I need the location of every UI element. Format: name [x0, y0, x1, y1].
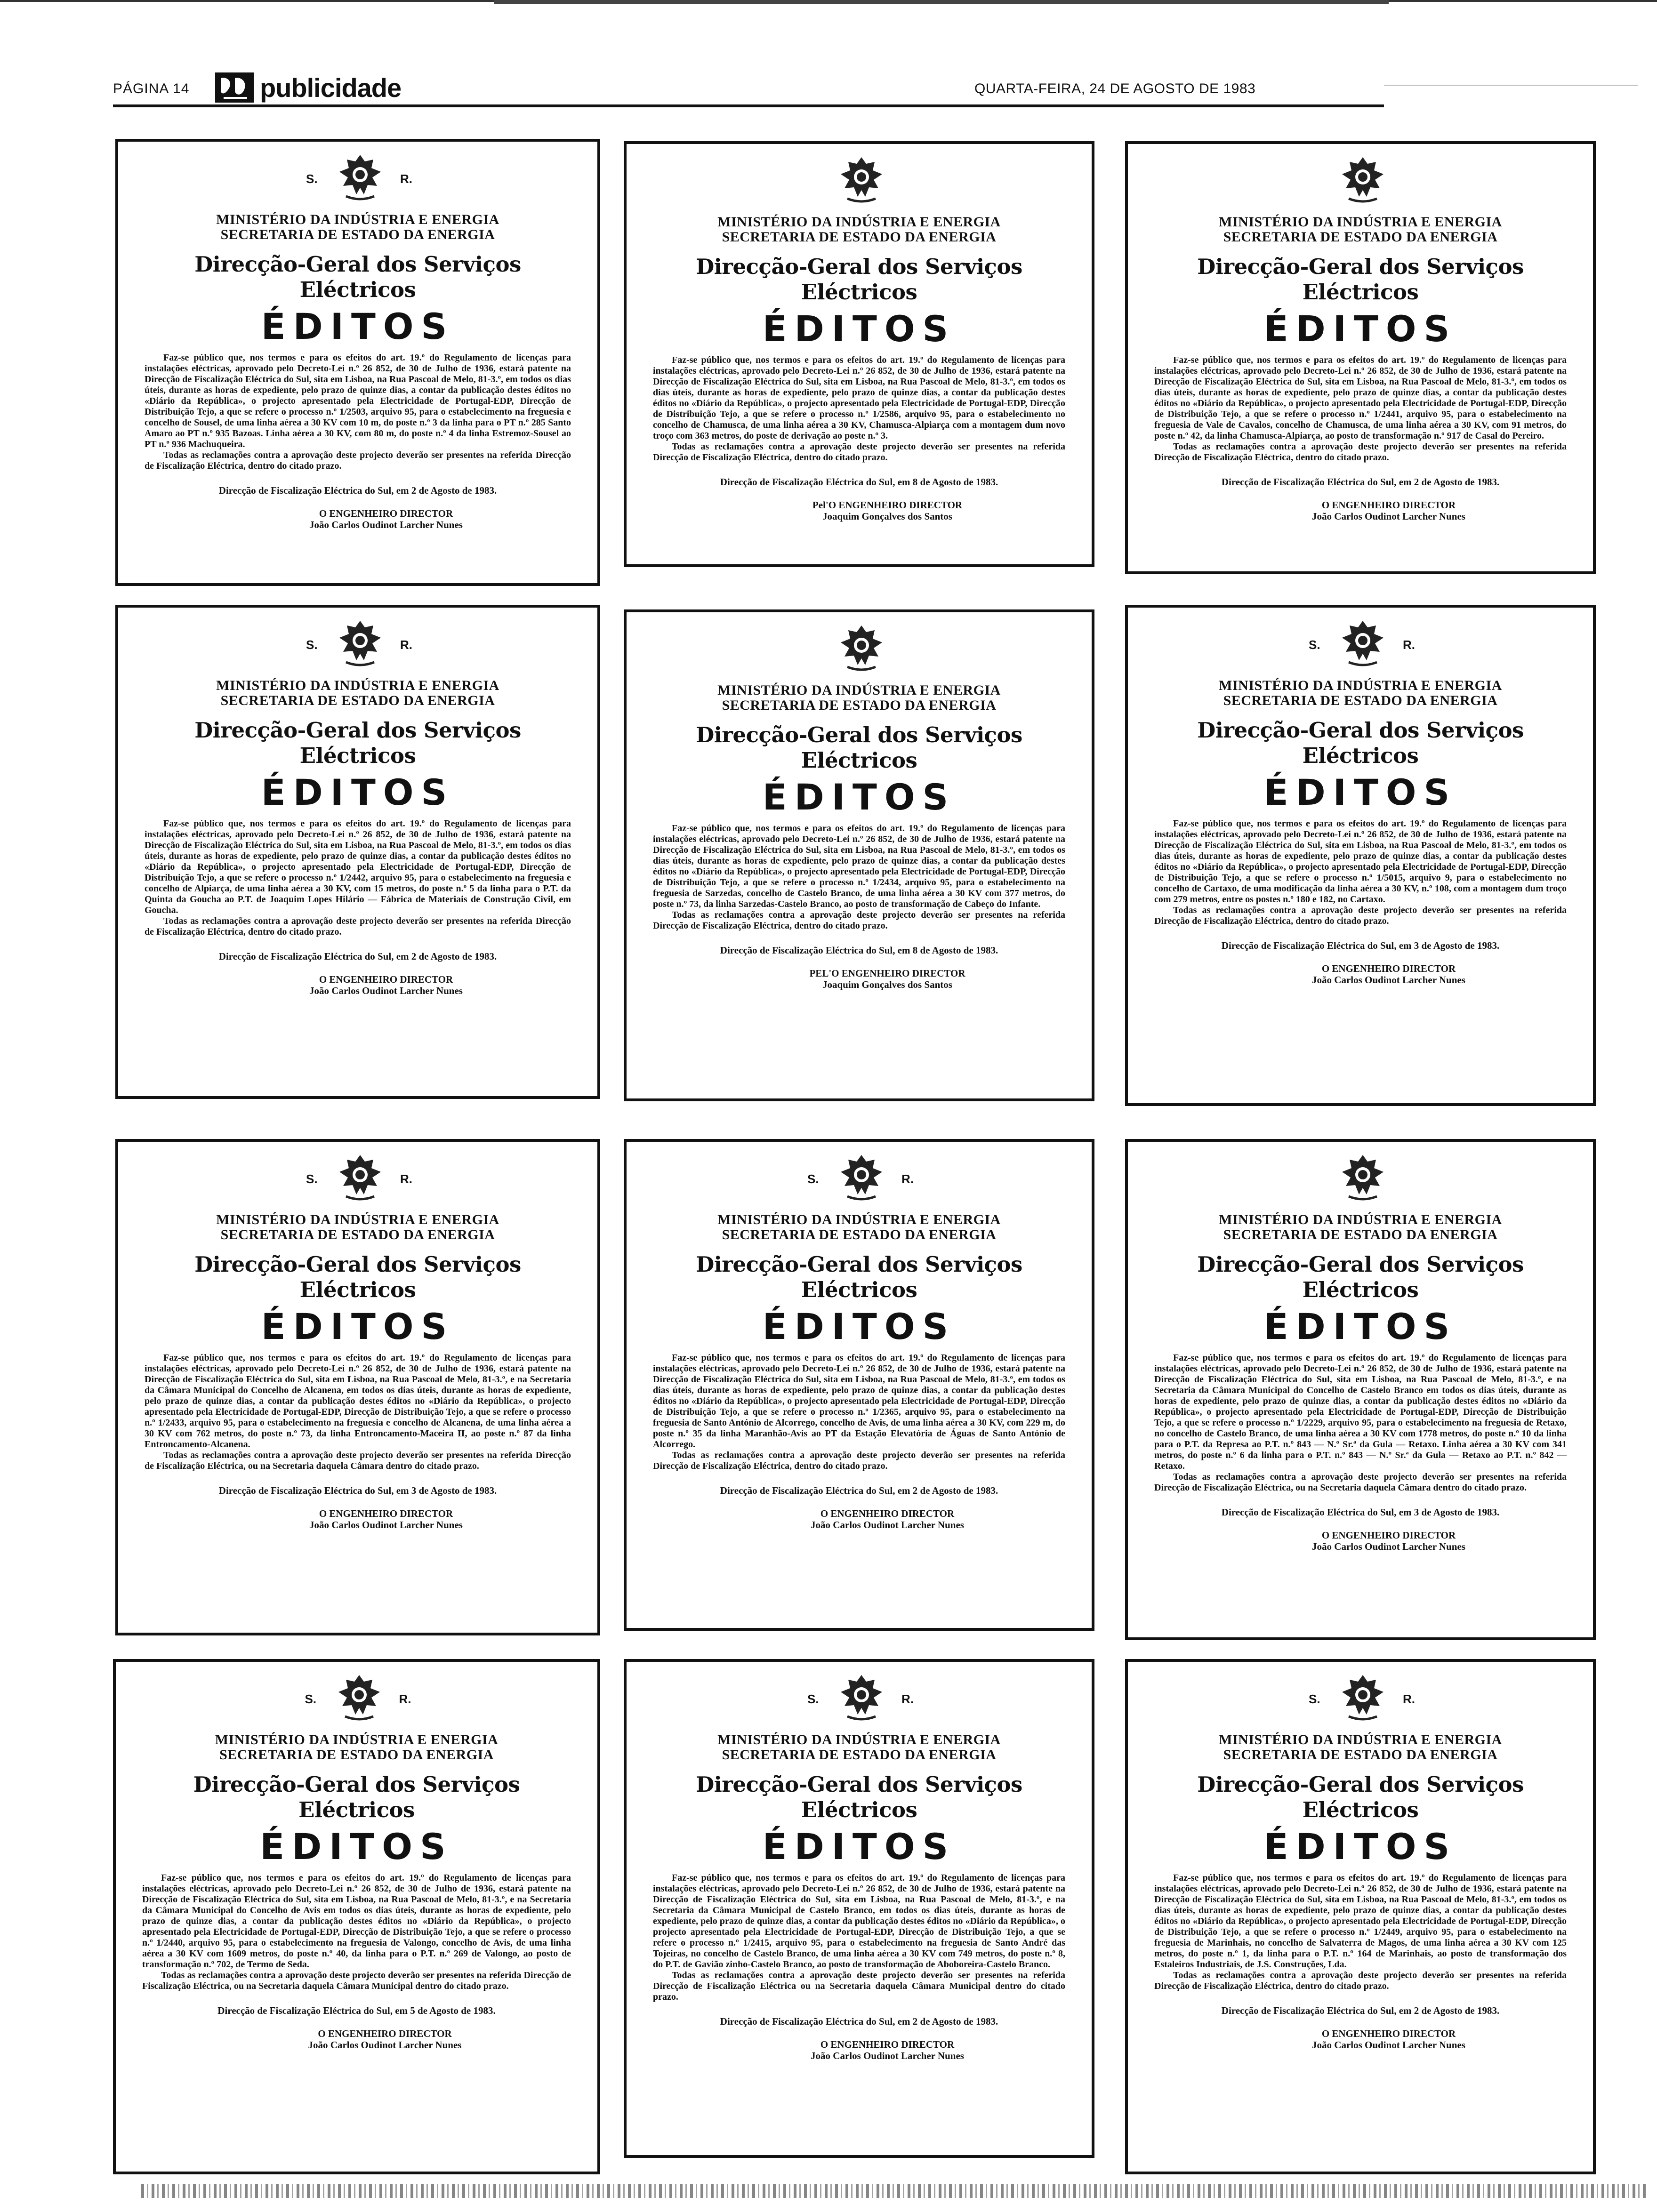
notice-place-date: Direcção de Fiscalização Eléctrica do Sul, em 2 de Agosto de 1983.: [1221, 476, 1500, 488]
crest-letter-s: S.: [807, 1692, 819, 1706]
notice-body: [145, 818, 571, 938]
crest-row: [1290, 1142, 1431, 1212]
notice-complaints-text: Todas as reclamações contra a aprovação deste projecto deverão ser presentes na referida Direcção de Fiscalização Eléctrica, dentro do citado prazo.: [1154, 1970, 1567, 1991]
signature-name: João Carlos Oudinot Larcher Nunes: [811, 2050, 964, 2061]
page-header: [113, 71, 1553, 104]
crest-letter-r: R.: [901, 1692, 914, 1706]
notice-signature: [643, 1508, 1075, 1531]
notice-title: ÉDITOS: [1263, 1306, 1457, 1347]
notice-body: [142, 1873, 571, 1992]
crest-letter-s: S.: [807, 1172, 819, 1186]
crest-row: [1290, 1662, 1431, 1732]
notice-place-date: Direcção de Fiscalização Eléctrica do Sul, em 2 de Agosto de 1983.: [1221, 2005, 1500, 2016]
crest-letter-r: R.: [1403, 1692, 1415, 1706]
crest-row: [1290, 608, 1431, 678]
crest-letter-s: S.: [306, 172, 318, 186]
notice-body-text: Faz-se público que, nos termos e para os efeitos do art. 19.º do Regulamento de licenças para instalações eléctricas, aprovado pelo Decreto-Lei n.º 26 852, de 30 de Julho de 1936, estará patente na Direcção de Fiscalização Eléctrica do Sul, sita em Lisboa, na Rua Pascoal de Melo, 81-3.º, em todos os dias úteis, durante as horas de expediente, pelo prazo de quinze dias, a contar da publicação destes éditos no «Diário da República», o projecto apresentado pela Electricidade de Portugal-EDP, Direcção de Distribuição Tejo, a que se refere o processo n.º 1/2441, arquivo 95, para o estabelecimento na freguesia de Vale de Cavalos, concelho de Chamusca, de uma linha aérea a 30 KV, com 91 metros, do poste n.º 42, da linha Chamusca-Alpiarça, ao posto de transformação n.º 917 de Casal do Pereiro.: [1154, 355, 1567, 441]
signature-name: Joaquim Gonçalves dos Santos: [822, 511, 952, 522]
notice-complaints-text: Todas as reclamações contra a aprovação deste projecto deverão ser presentes na referida Direcção de Fiscalização Eléctrica, ou na Secretaria daquela Câmara dentro do citado prazo.: [145, 1450, 571, 1471]
notice-body-text: Faz-se público que, nos termos e para os efeitos do art. 19.º do Regulamento de licenças para instalações eléctricas, aprovado pelo Decreto-Lei n.º 26 852, de 30 de Julho de 1936, estará patente na Direcção de Fiscalização Eléctrica do Sul, sita em Lisboa, na Rua Pascoal de Melo, 81-3.º, em todos os dias úteis, durante as horas de expediente, pelo prazo de quinze dias, a contar da publicação destes éditos no «Diário da República», o projecto apresentado pela Electricidade de Portugal-EDP, Direcção de Distribuição Tejo, a que se refere o processo n.º 1/2586, arquivo 95, para o estabelecimento no concelho de Chamusca, de uma linha aérea a 30 KV, Chamusca-Alpiarça com a montagem dum novo troço com 363 metros, do poste de derivação ao poste n.º 3.: [653, 355, 1065, 441]
notice-complaints-text: Todas as reclamações contra a aprovação deste projecto deverão ser presentes na referida Direcção de Fiscalização Eléctrica, dentro do citado prazo.: [145, 450, 571, 471]
page-date: QUARTA-FEIRA, 24 DE AGOSTO DE 1983: [974, 81, 1256, 96]
notice-signature: [643, 2039, 1075, 2061]
notice-signature: [135, 974, 580, 996]
ministry-line-2: SECRETARIA DE ESTADO DA ENERGIA: [1223, 693, 1498, 708]
notice-title: ÉDITOS: [762, 308, 956, 350]
coat-of-arms-icon: [1335, 1151, 1391, 1203]
directorate-heading: Direcção-Geral dos Serviços Eléctricos: [1197, 254, 1524, 305]
notice-complaints-text: Todas as reclamações contra a aprovação deste projecto deverão ser presentes na referida Direcção de Fiscalização Eléctrica, dentro do citado prazo.: [653, 441, 1065, 463]
signature-title: O ENGENHEIRO DIRECTOR: [319, 974, 453, 985]
notice-signature: [643, 499, 1075, 522]
directorate-heading: Direcção-Geral dos Serviços Eléctricos: [696, 254, 1022, 305]
ministry-line-2: SECRETARIA DE ESTADO DA ENERGIA: [722, 229, 997, 245]
coat-of-arms-icon: [833, 1671, 890, 1723]
notice-body: [1154, 1353, 1567, 1493]
signature-name: João Carlos Oudinot Larcher Nunes: [1312, 2039, 1465, 2051]
directorate-heading: Direcção-Geral dos Serviços Eléctricos: [696, 722, 1022, 773]
notice-box: [624, 609, 1094, 1101]
notice-body-text: Faz-se público que, nos termos e para os efeitos do art. 19.º do Regulamento de licenças para instalações eléctricas, aprovado pelo Decreto-Lei n.º 26 852, de 30 de Julho de 1936, estará patente na Direcção de Fiscalização Eléctrica do Sul, sita em Lisboa, na Rua Pascoal de Melo, 81-3.º, em todos os dias úteis, durante as horas de expediente, pelo prazo de quinze dias, a contar da publicação destes éditos no «Diário da República», o projecto apresentado pela Electricidade de Portugal-EDP, Direcção de Distribuição Tejo, a que se refere o processo n.º 1/2365, arquivo 95, para o estabelecimento na freguesia de Santo António de Alcorrego, concelho de Avis, de uma linha aérea a 30 KV, com 229 m, do poste n.º 35 da linha Maranhão-Avis ao PT da Estação Elevatória de Águas de Santo António de Alcorrego.: [653, 1353, 1065, 1450]
notice-place-date: Direcção de Fiscalização Eléctrica do Sul, em 2 de Agosto de 1983.: [218, 951, 497, 962]
notice-body: [653, 823, 1065, 931]
notice-signature: [1145, 1530, 1576, 1552]
crest-row: [788, 144, 930, 215]
notice-body-text: Faz-se público que, nos termos e para os efeitos do art. 19.º do Regulamento de licenças para instalações eléctricas, aprovado pelo Decreto-Lei n.º 26 852, de 30 de Julho de 1936, estará patente na Direcção de Fiscalização Eléctrica do Sul, sita em Lisboa, na Rua Pascoal de Melo, 81-3.º, em todos os dias úteis, durante as horas de expediente, pelo prazo de quinze dias, a contar da publicação destes éditos no «Diário da República», o projecto apresentado pela Electricidade de Portugal-EDP, Direcção de Distribuição Tejo, a que se refere o processo n.º 1/2442, arquivo 95, para o estabelecimento na freguesia e concelho de Alpiarça, de uma linha aérea a 30 KV, com 15 metros, do poste n.º 5 da linha para o P.T. da Quinta da Goucha ao P.T. de Joaquim Lopes Hilário — Fábrica de Materiais de Construção Civil, em Goucha.: [145, 818, 571, 915]
directorate-heading: Direcção-Geral dos Serviços Eléctricos: [1197, 1772, 1524, 1822]
notice-complaints-text: Todas as reclamações contra a aprovação deste projecto deverão ser presentes na referida Direcção de Fiscalização Eléctrica, dentro do citado prazo.: [145, 916, 571, 937]
notice-place-date: Direcção de Fiscalização Eléctrica do Sul, em 5 de Agosto de 1983.: [217, 2005, 496, 2016]
notice-box: [115, 605, 600, 1099]
ministry-line-2: SECRETARIA DE ESTADO DA ENERGIA: [1223, 1747, 1498, 1763]
ministry-line-1: MINISTÉRIO DA INDÚSTRIA E ENERGIA: [216, 678, 499, 693]
signature-title: O ENGENHEIRO DIRECTOR: [1321, 1530, 1456, 1541]
crest-letter-s: S.: [1309, 638, 1320, 652]
notice-place-date: Direcção de Fiscalização Eléctrica do Sul, em 3 de Agosto de 1983.: [1221, 940, 1500, 951]
notice-signature: [1145, 963, 1576, 986]
crest-letter-r: R.: [400, 172, 412, 186]
notice-title: ÉDITOS: [1263, 771, 1457, 813]
signature-title: O ENGENHEIRO DIRECTOR: [1321, 499, 1456, 511]
notice-box: [115, 139, 600, 586]
crest-letter-r: R.: [400, 1172, 412, 1186]
notice-box: [1125, 1139, 1596, 1640]
notice-place-date: Direcção de Fiscalização Eléctrica do Sul, em 3 de Agosto de 1983.: [218, 1485, 497, 1496]
notice-title: ÉDITOS: [1263, 1826, 1457, 1867]
signature-name: João Carlos Oudinot Larcher Nunes: [1312, 974, 1465, 986]
ministry-line-2: SECRETARIA DE ESTADO DA ENERGIA: [722, 697, 997, 713]
ministry-line-1: MINISTÉRIO DA INDÚSTRIA E ENERGIA: [717, 682, 1001, 698]
ministry-line-1: MINISTÉRIO DA INDÚSTRIA E ENERGIA: [1219, 1732, 1502, 1747]
notice-body-text: Faz-se público que, nos termos e para os efeitos do art. 19.º do Regulamento de licenças para instalações eléctricas, aprovado pelo Decreto-Lei n.º 26 852, de 30 de Julho de 1936, estará patente na Direcção de Fiscalização Eléctrica do Sul, sita em Lisboa, na Rua Pascoal de Melo, 81-3.º, e na Secretaria da Câmara Municipal do Concelho de Avis em todos os dias úteis, durante as horas de expediente, pelo prazo de quinze dias, a contar da publicação destes éditos no «Diário da República», o projecto apresentado pela Electricidade de Portugal-EDP, Direcção de Distribuição Tejo, a que se refere o processo n.º 1/2440, arquivo 95, para o estabelecimento na freguesia de Valongo, concelho de Avis, de uma linha aérea a 30 KV com 1609 metros, do poste n.º 40, da linha para o P.T. n.º 269 de Valongo, ao posto de transformação n.º 702, de Termo de Seda.: [142, 1873, 571, 1970]
notice-title: ÉDITOS: [762, 1306, 956, 1347]
notice-box: [1125, 1659, 1596, 2174]
ministry-line-2: SECRETARIA DE ESTADO DA ENERGIA: [1223, 1227, 1498, 1242]
notice-body-text: Faz-se público que, nos termos e para os efeitos do art. 19.º do Regulamento de licenças para instalações eléctricas, aprovado pelo Decreto-Lei n.º 26 852, de 30 de Julho de 1936, estará patente na Direcção de Fiscalização Eléctrica do Sul, sita em Lisboa, na Rua Pascoal de Melo, 81-3.º, em todos os dias úteis, durante as horas de expediente, pelo prazo de quinze dias, a contar da publicação destes éditos no «Diário da República», o projecto apresentado pela Electricidade de Portugal-EDP, Direcção de Distribuição Tejo, a que se refere o processo n.º 1/5015, arquivo 9, para o estabelecimento no concelho de Cartaxo, de uma modificação da linha aérea a 30 KV, n.º 108, com a montagem dum troço com 279 metros, entre os postes n.º 180 e 182, no Cartaxo.: [1154, 818, 1567, 905]
notice-place-date: Direcção de Fiscalização Eléctrica do Sul, em 2 de Agosto de 1983.: [720, 1485, 998, 1496]
signature-title: O ENGENHEIRO DIRECTOR: [319, 508, 453, 519]
signature-title: O ENGENHEIRO DIRECTOR: [820, 2039, 955, 2050]
ministry-line-2: SECRETARIA DE ESTADO DA ENERGIA: [722, 1227, 997, 1242]
ministry-line-1: MINISTÉRIO DA INDÚSTRIA E ENERGIA: [1219, 678, 1502, 693]
signature-name: João Carlos Oudinot Larcher Nunes: [309, 519, 463, 530]
crest-letter-r: R.: [400, 638, 412, 652]
signature-title: PEL'O ENGENHEIRO DIRECTOR: [809, 968, 965, 979]
crest-letter-s: S.: [306, 1172, 318, 1186]
crest-letter-s: S.: [305, 1692, 317, 1706]
directorate-heading: Direcção-Geral dos Serviços Eléctricos: [696, 1772, 1022, 1822]
ministry-line-2: SECRETARIA DE ESTADO DA ENERGIA: [1223, 229, 1498, 245]
ministry-line-1: MINISTÉRIO DA INDÚSTRIA E ENERGIA: [1219, 214, 1502, 230]
notice-box: [1125, 141, 1596, 574]
notice-box: [1125, 605, 1596, 1106]
coat-of-arms-icon: [331, 1671, 387, 1723]
crest-letter-r: R.: [1403, 638, 1415, 652]
notice-box: [624, 141, 1094, 567]
notice-complaints-text: Todas as reclamações contra a aprovação deste projecto deverão ser presentes na referida Direcção de Fiscalização Eléctrica ou na Secretaria daquela Câmara Municipal dentro do citado prazo.: [653, 1970, 1065, 2002]
scan-edge-bottom: [141, 2184, 1648, 2198]
coat-of-arms-icon: [1335, 153, 1391, 205]
notice-body-text: Faz-se público que, nos termos e para os efeitos do art. 19.º do Regulamento de licenças para instalações eléctricas, aprovado pelo Decreto-Lei n.º 26 852, de 30 de Julho de 1936, estará patente na Direcção de Fiscalização Eléctrica do Sul, sita em Lisboa, na Rua Pascoal de Melo, 81-3.º, em todos os dias úteis, durante as horas de expediente, pelo prazo de quinze dias, a contar da publicação destes éditos no «Diário da República», o projecto apresentado pela Electricidade de Portugal-EDP, Direcção de Distribuição Tejo, a que se refere o processo n.º 1/2449, arquivo 95, para o estabelecimento na freguesia de Marinhais, no concelho de Salvaterra de Magos, de uma linha aérea a 30 KV com 125 metros, do poste n.º 1, da linha para o P.T. n.º 164 de Marinhais, ao posto de transformação dos Estaleiros Industriais, de J.S. Construções, Lda.: [1154, 1873, 1567, 1970]
notice-body-text: Faz-se público que, nos termos e para os efeitos do art. 19.º do Regulamento de licenças para instalações eléctricas, aprovado pelo Decreto-Lei n.º 26 852, de 30 de Julho de 1936, estará patente na Direcção de Fiscalização Eléctrica do Sul, sita em Lisboa, na Rua Pascoal de Melo, 81-3.º, em todos os dias úteis, durante as horas de expediente, pelo prazo de quinze dias, a contar da publicação destes éditos no «Diário da República», o projecto apresentado pela Electricidade de Portugal-EDP, Direcção de Distribuição Tejo, a que se refere o processo n.º 1/2503, arquivo 95, para o estabelecimento na freguesia e concelho de Sousel, de uma linha aérea a 30 KV com 10 m, do poste n.º 3 da linha para o PT n.º 285 Santo Amaro ao PT n.º 935 Bazoas. Linha aérea a 30 KV, com 80 m, do poste n.º 4 da linha Estremoz-Sousel ao PT n.º 936 Machuqueira.: [145, 353, 571, 449]
signature-name: João Carlos Oudinot Larcher Nunes: [1312, 511, 1465, 522]
ministry-line-1: MINISTÉRIO DA INDÚSTRIA E ENERGIA: [216, 212, 499, 227]
crest-row: [287, 608, 428, 678]
notice-title: ÉDITOS: [261, 305, 455, 347]
signature-name: João Carlos Oudinot Larcher Nunes: [811, 1519, 964, 1531]
notice-signature: [133, 2028, 580, 2051]
ministry-line-2: SECRETARIA DE ESTADO DA ENERGIA: [220, 227, 495, 242]
notice-body-text: Faz-se público que, nos termos e para os efeitos do art. 19.º do Regulamento de licenças para instalações eléctricas, aprovado pelo Decreto-Lei n.º 26 852, de 30 de Julho de 1936, estará patente na Direcção de Fiscalização Eléctrica do Sul, sita em Lisboa, na Rua Pascoal de Melo, 81-3.º, e na Secretaria da Câmara Municipal do Concelho de Alcanena, em todos os dias úteis, durante as horas de expediente, pelo prazo de quinze dias, a contar da publicação destes éditos no «Diário da República», o projecto apresentado pela Electricidade de Portugal-EDP, Direcção de Distribuição Tejo, a que se refere o processo n.º 1/2433, arquivo 95, para o estabelecimento na freguesia e concelho de Alcanena, de uma linha aérea a 30 KV com 762 metros, do poste n.º 73, da linha Entroncamento-Maceira II, ao poste n.º 87 da linha Entroncamento-Alcanena.: [145, 1353, 571, 1450]
crest-row: [788, 1142, 930, 1212]
notice-body: [653, 1873, 1065, 2003]
notice-complaints-text: Todas as reclamações contra a aprovação deste projecto deverão ser presentes na referida Direcção de Fiscalização Eléctrica, ou na Secretaria daquela Câmara dentro do citado prazo.: [1154, 1472, 1567, 1493]
notice-title: ÉDITOS: [260, 1826, 453, 1867]
header-rule: [113, 104, 1384, 107]
signature-title: O ENGENHEIRO DIRECTOR: [1321, 963, 1456, 974]
crest-letter-s: S.: [306, 638, 318, 652]
notice-body: [145, 1353, 571, 1472]
ministry-line-1: MINISTÉRIO DA INDÚSTRIA E ENERGIA: [717, 1212, 1001, 1227]
notice-signature: [1145, 2028, 1576, 2051]
signature-name: João Carlos Oudinot Larcher Nunes: [1312, 1541, 1465, 1552]
notice-complaints-text: Todas as reclamações contra a aprovação deste projecto deverão ser presentes na referida Direcção de Fiscalização Eléctrica, dentro do citado prazo.: [1154, 905, 1567, 926]
notice-place-date: Direcção de Fiscalização Eléctrica do Sul, em 8 de Agosto de 1983.: [720, 476, 998, 488]
ministry-line-1: MINISTÉRIO DA INDÚSTRIA E ENERGIA: [1219, 1212, 1502, 1227]
directorate-heading: Direcção-Geral dos Serviços Eléctricos: [1197, 1252, 1524, 1302]
notice-box: [624, 1659, 1094, 2158]
ministry-line-2: SECRETARIA DE ESTADO DA ENERGIA: [220, 1227, 495, 1242]
notice-body-text: Faz-se público que, nos termos e para os efeitos do art. 19.º do Regulamento de licenças para instalações eléctricas, aprovado pelo Decreto-Lei n.º 26 852, de 30 de Julho de 1936, estará patente na Direcção de Fiscalização Eléctrica do Sul, sita em Lisboa, na Rua Pascoal de Melo, 81-3.º, e na Secretaria da Câmara Municipal do Concelho de Castelo Branco em todos os dias úteis, durante as horas de expediente, pelo prazo de quinze dias, a contar da publicação destes éditos no «Diário da República», o projecto apresentado pela Electricidade de Portugal-EDP, Direcção de Distribuição Tejo, a que se refere o processo n.º 1/2229, arquivo 95, para o estabelecimento na freguesia de Retaxo, no concelho de Castelo Branco, de uma linha aérea a 30 KV com 1778 metros, do poste n.º 10 da linha para o P.T. da Represa ao P.T. n.º 843 — N.º Sr.ª da Gula — Retaxo. Linha aérea a 30 KV com 341 metros, do poste n.º 6 da linha para o P.T. n.º 843 — N.º Sr.ª da Gula — Retaxo ao P.T. n.º 842 — Retaxo.: [1154, 1353, 1567, 1471]
notice-body: [145, 353, 571, 472]
signature-title: Pel'O ENGENHEIRO DIRECTOR: [812, 499, 963, 511]
notice-complaints-text: Todas as reclamações contra a aprovação deste projecto deverão ser presentes na referida Direcção de Fiscalização Eléctrica, dentro do citado prazo.: [653, 1450, 1065, 1471]
notice-title: ÉDITOS: [762, 776, 956, 818]
notice-body: [1154, 818, 1567, 927]
notice-box: [115, 1139, 600, 1635]
notice-complaints-text: Todas as reclamações contra a aprovação deste projecto deverão ser presentes na referida Direcção de Fiscalização Eléctrica, ou na Secretaria daquela Câmara Municipal dentro do citado prazo.: [142, 1970, 571, 1991]
directorate-heading: Direcção-Geral dos Serviços Eléctricos: [194, 718, 521, 768]
coat-of-arms-icon: [332, 151, 388, 203]
crest-row: [286, 1662, 427, 1732]
notice-title: ÉDITOS: [261, 771, 455, 813]
ministry-line-2: SECRETARIA DE ESTADO DA ENERGIA: [722, 1747, 997, 1763]
notice-place-date: Direcção de Fiscalização Eléctrica do Sul, em 2 de Agosto de 1983.: [720, 2016, 998, 2027]
notice-body: [1154, 1873, 1567, 1992]
crest-letter-r: R.: [399, 1692, 411, 1706]
notice-signature: [135, 508, 580, 530]
signature-title: O ENGENHEIRO DIRECTOR: [820, 1508, 955, 1519]
coat-of-arms-icon: [833, 1151, 890, 1203]
ministry-line-1: MINISTÉRIO DA INDÚSTRIA E ENERGIA: [717, 214, 1001, 230]
header-rule-faint: [1384, 85, 1638, 86]
notice-body: [653, 1353, 1065, 1472]
coat-of-arms-icon: [332, 1151, 388, 1203]
ministry-line-2: SECRETARIA DE ESTADO DA ENERGIA: [219, 1747, 494, 1763]
notice-box: [624, 1139, 1094, 1631]
crest-row: [287, 1142, 428, 1212]
newspaper-logo-icon: [214, 72, 255, 104]
signature-title: O ENGENHEIRO DIRECTOR: [1321, 2028, 1456, 2039]
notice-place-date: Direcção de Fiscalização Eléctrica do Sul, em 3 de Agosto de 1983.: [1221, 1507, 1500, 1518]
coat-of-arms-icon: [1335, 617, 1391, 669]
section-title: publicidade: [260, 73, 402, 103]
signature-title: O ENGENHEIRO DIRECTOR: [319, 1508, 453, 1519]
notice-place-date: Direcção de Fiscalização Eléctrica do Sul, em 8 de Agosto de 1983.: [720, 945, 998, 956]
notice-body: [653, 355, 1065, 463]
signature-name: João Carlos Oudinot Larcher Nunes: [308, 2039, 462, 2051]
signature-name: Joaquim Gonçalves dos Santos: [822, 979, 952, 990]
coat-of-arms-icon: [1335, 1671, 1391, 1723]
notice-signature: [135, 1508, 580, 1531]
notice-title: ÉDITOS: [1263, 308, 1457, 350]
crest-letter-r: R.: [901, 1172, 914, 1186]
ministry-line-2: SECRETARIA DE ESTADO DA ENERGIA: [220, 693, 495, 708]
directorate-heading: Direcção-Geral dos Serviços Eléctricos: [194, 1252, 521, 1302]
directorate-heading: Direcção-Geral dos Serviços Eléctricos: [193, 1772, 520, 1822]
notice-box: [113, 1659, 600, 2174]
notice-title: ÉDITOS: [762, 1826, 956, 1867]
signature-title: O ENGENHEIRO DIRECTOR: [318, 2028, 452, 2039]
notice-title: ÉDITOS: [261, 1306, 455, 1347]
notice-complaints-text: Todas as reclamações contra a aprovação deste projecto deverão ser presentes na referida Direcção de Fiscalização Eléctrica, dentro do citado prazo.: [1154, 441, 1567, 463]
notice-body-text: Faz-se público que, nos termos e para os efeitos do art. 19.º do Regulamento de licenças para instalações eléctricas, aprovado pelo Decreto-Lei n.º 26 852, de 30 de Julho de 1936, estará patente na Direcção de Fiscalização Eléctrica do Sul, sita em Lisboa, na Rua Pascoal de Melo, 81-3.º, em todos os dias úteis, durante as horas de expediente, pelo prazo de quinze dias, a contar da publicação destes éditos no «Diário da República», o projecto apresentado pela Electricidade de Portugal-EDP, Direcção de Distribuição Tejo, a que se refere o processo n.º 1/2434, arquivo 95, para o estabelecimento na freguesia de Sarzedas, concelho de Castelo Branco, de uma linha aérea a 30 KV com 377 metros, do poste n.º 73, da linha Sarzedas-Castelo Branco, ao posto de transformação de Cabeço do Infante.: [653, 823, 1065, 909]
notice-signature: [1145, 499, 1576, 522]
crest-row: [788, 612, 930, 683]
coat-of-arms-icon: [332, 617, 388, 669]
crest-row: [287, 142, 428, 212]
ministry-line-1: MINISTÉRIO DA INDÚSTRIA E ENERGIA: [216, 1212, 499, 1227]
directorate-heading: Direcção-Geral dos Serviços Eléctricos: [1197, 718, 1524, 768]
directorate-heading: Direcção-Geral dos Serviços Eléctricos: [696, 1252, 1022, 1302]
ministry-line-1: MINISTÉRIO DA INDÚSTRIA E ENERGIA: [215, 1732, 499, 1747]
notice-complaints-text: Todas as reclamações contra a aprovação deste projecto deverão ser presentes na referida Direcção de Fiscalização Eléctrica, dentro do citado prazo.: [653, 910, 1065, 931]
signature-name: João Carlos Oudinot Larcher Nunes: [309, 1519, 463, 1531]
coat-of-arms-icon: [833, 622, 890, 673]
directorate-heading: Direcção-Geral dos Serviços Eléctricos: [194, 252, 521, 302]
signature-name: João Carlos Oudinot Larcher Nunes: [309, 985, 463, 996]
notice-body: [1154, 355, 1567, 463]
ministry-line-1: MINISTÉRIO DA INDÚSTRIA E ENERGIA: [717, 1732, 1001, 1747]
coat-of-arms-icon: [833, 153, 890, 205]
notice-place-date: Direcção de Fiscalização Eléctrica do Sul, em 2 de Agosto de 1983.: [218, 485, 497, 496]
page-number: PÁGINA 14: [113, 81, 190, 96]
crest-letter-s: S.: [1309, 1692, 1320, 1706]
notice-signature: [643, 968, 1075, 990]
scan-edge-top-dark: [494, 0, 1389, 4]
crest-row: [1290, 144, 1431, 215]
crest-row: [788, 1662, 930, 1732]
notice-body-text: Faz-se público que, nos termos e para os efeitos do art. 19.º do Regulamento de licenças para instalações eléctricas, aprovado pelo Decreto-Lei n.º 26 852, de 30 de Julho de 1936, estará patente na Direcção de Fiscalização Eléctrica do Sul, sita em Lisboa, na Rua Pascoal de Melo, 81-3.º, e na Secretaria da Câmara Municipal de Castelo Branco, em todos os dias úteis, durante as horas de expediente, pelo prazo de quinze dias, a contar da publicação destes éditos no «Diário da República», o projecto apresentado pela Electricidade de Portugal-EDP, Direcção de Distribuição Tejo, a que se refere o processo n.º 1/2415, arquivo 95, para o estabelecimento na freguesia de Santo André das Tojeiras, no concelho de Castelo Branco, de uma linha aérea a 30 KV com 749 metros, do poste n.º 8, do P.T. de Gavião zinho-Castelo Branco, ao posto de transformação de Aboboreira-Castelo Branco.: [653, 1873, 1065, 1970]
